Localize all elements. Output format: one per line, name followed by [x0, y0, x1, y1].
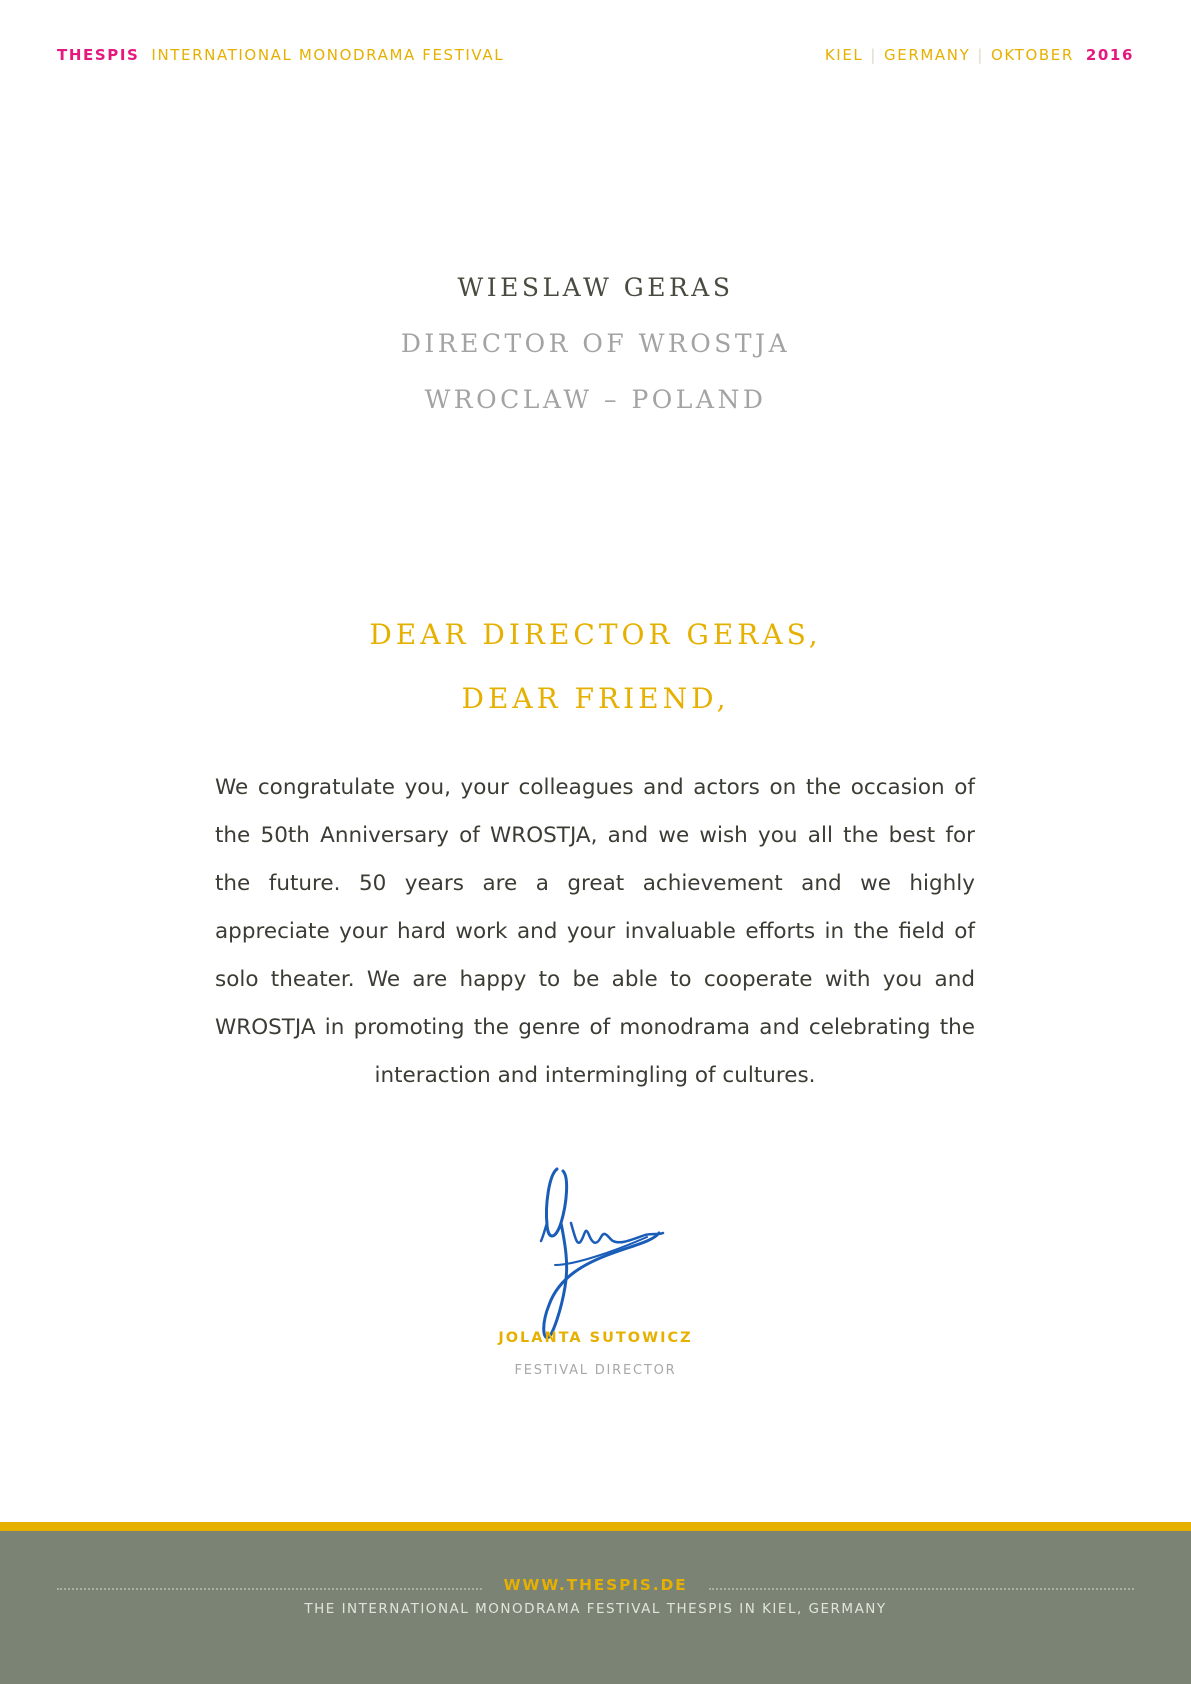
header-separator: |	[870, 46, 878, 64]
header-left	[57, 46, 504, 64]
signature-strokes	[541, 1169, 663, 1338]
recipient-block	[0, 266, 1191, 434]
signature-image	[535, 1165, 665, 1340]
header-city: KIEL	[824, 46, 864, 64]
salutation-line: DEAR DIRECTOR GERAS,	[369, 618, 822, 651]
header-month: OKTOBER	[991, 46, 1074, 64]
header-country: GERMANY	[884, 46, 971, 64]
header-right	[825, 46, 1134, 64]
signatory-name: JOLANTA SUTOWICZ	[498, 1330, 693, 1346]
recipient-location: WROCLAW – POLAND	[424, 385, 767, 414]
page-header	[57, 46, 1134, 64]
brand-name: THESPIS	[57, 46, 140, 64]
footer-url-link[interactable]: WWW.THESPIS.DE	[503, 1576, 688, 1594]
header-year: 2016	[1085, 46, 1134, 64]
festival-name: INTERNATIONAL MONODRAMA FESTIVAL	[151, 46, 505, 64]
salutation	[0, 610, 1191, 738]
footer-accent-stripe	[0, 1522, 1191, 1531]
recipient-title: DIRECTOR OF WROSTJA	[400, 329, 791, 358]
letter-body: We congratulate you, your colleagues and actors on the occasion of the 50th Anniversary of WROSTJA, and we wish you all the best for the future. 50 years are a great achievement and we highly appreciate your hard work and your invaluable efforts in the field of solo theater. We are happy to be able to cooperate with you and WROSTJA in promoting the genre of monodrama and celebrating the interaction and intermingling of cultures.	[215, 775, 975, 1088]
recipient-name: WIESLAW GERAS	[457, 273, 734, 302]
footer-url-row	[57, 1576, 1134, 1602]
signatory-title: FESTIVAL DIRECTOR	[514, 1363, 677, 1378]
salutation-line: DEAR FRIEND,	[461, 682, 730, 715]
header-separator: |	[977, 46, 984, 64]
footer-tagline: THE INTERNATIONAL MONODRAMA FESTIVAL THESPIS IN KIEL, GERMANY	[304, 1601, 887, 1617]
dotted-divider	[709, 1588, 1134, 1590]
